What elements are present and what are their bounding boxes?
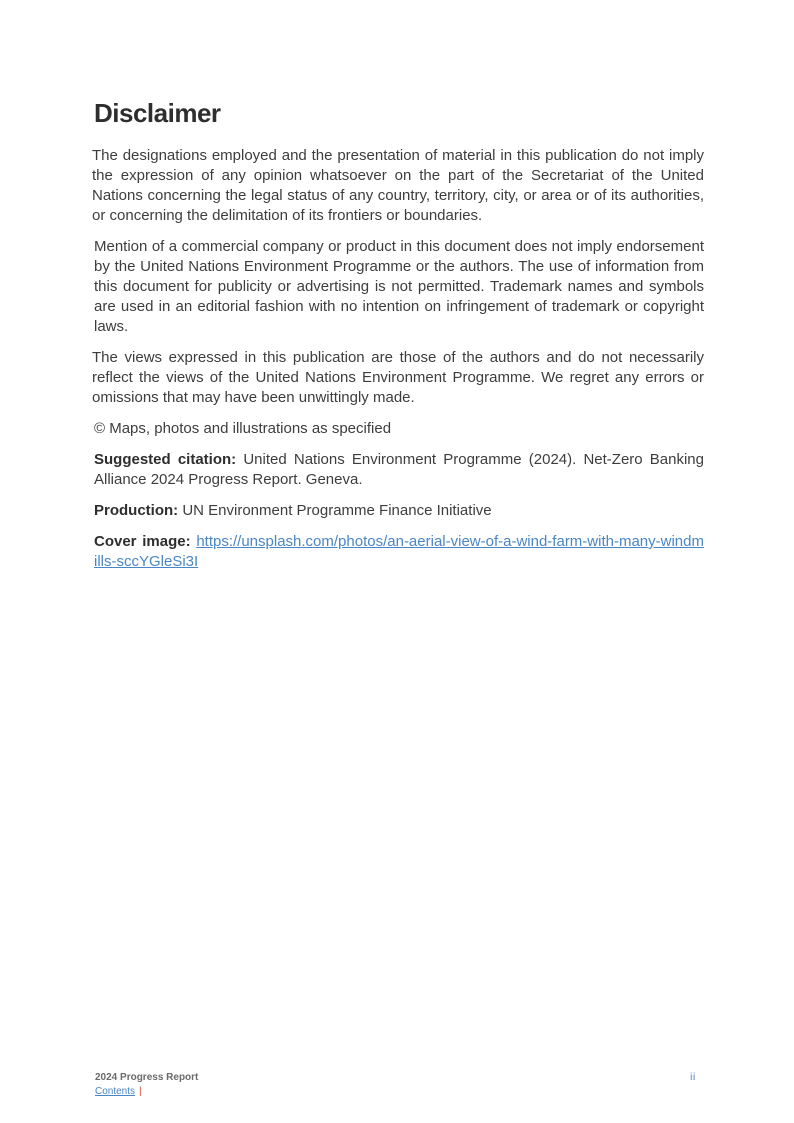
- designations-paragraph: The designations employed and the presentation of material in this publication do not imply the expression of any opinion whatsoever on the part of the Secretariat of the United Nations concerning the legal status of any country, territory, city, or area or of its authorities, or concerning the delimitation of its frontiers or boundaries.: [92, 147, 704, 224]
- footer-report-title: 2024 Progress Report: [95, 1072, 199, 1083]
- views-expressed-paragraph: The views expressed in this publication are those of the authors and do not necessarily reflect the views of the United Nations Environment Programme. We regret any errors or omissions that may have been unwittingly made.: [92, 349, 704, 406]
- footer-nav: [95, 1085, 198, 1099]
- copyright-paragraph: © Maps, photos and illustrations as specified: [94, 420, 392, 437]
- suggested-citation: [94, 450, 704, 490]
- commercial-mention-paragraph: Mention of a commercial company or product in this document does not imply endorsement by the United Nations Environment Programme or the authors. The use of information from this document for publicity or advertising is not permitted. Trademark names and symbols are used in an editorial fashion with no intention on infringement of trademark or copyright laws.: [94, 238, 704, 335]
- cover-image-link[interactable]: https://unsplash.com/photos/an-aerial-view-of-a-wind-farm-with-many-windmills-sccYGleSi3I: [94, 533, 704, 570]
- page-number: ii: [690, 1072, 696, 1083]
- contents-link[interactable]: Contents: [95, 1086, 136, 1097]
- citation-label: Suggested citation:: [94, 451, 237, 468]
- page-content: [94, 96, 704, 583]
- footer-separator: |: [139, 1086, 142, 1097]
- production-text: UN Environment Programme Finance Initiative: [182, 502, 492, 519]
- cover-image-credit: [94, 532, 704, 572]
- page-footer: [95, 1071, 198, 1099]
- page-title: Disclaimer: [94, 98, 221, 128]
- production-label: Production:: [94, 502, 179, 519]
- cover-image-label: Cover image:: [94, 533, 191, 550]
- production-credit: [94, 501, 704, 521]
- citation-text: United Nations Environment Programme (2024). Net-Zero Banking Alliance 2024 Progress Report. Geneva.: [94, 451, 704, 488]
